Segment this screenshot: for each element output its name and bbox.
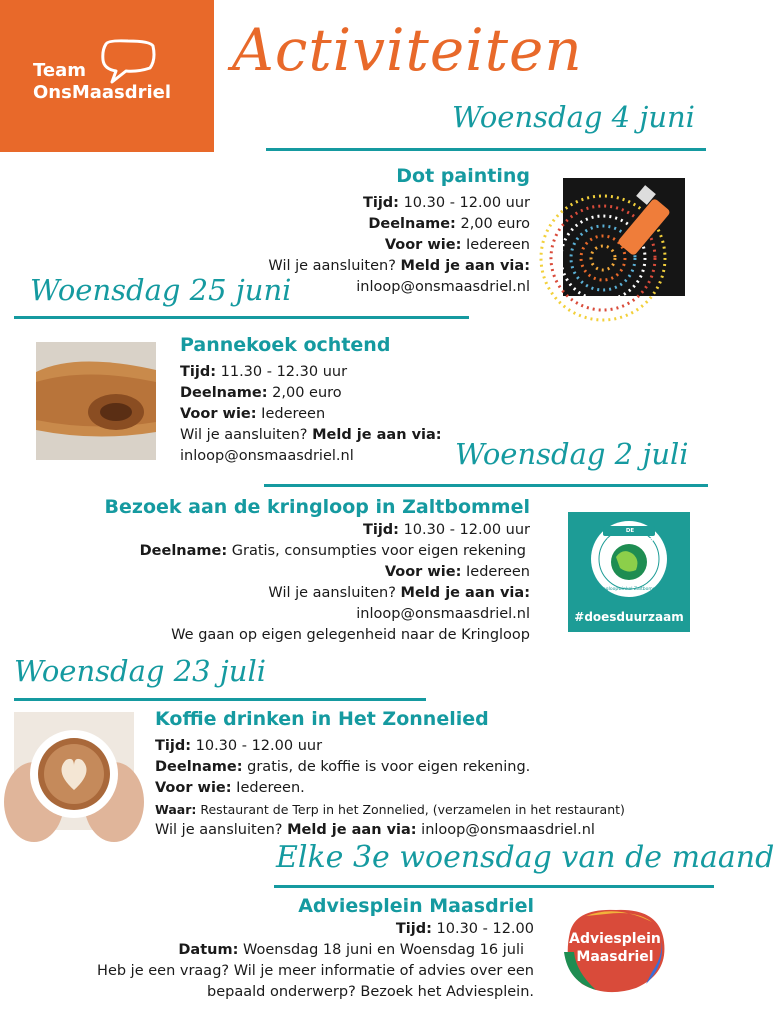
section-heading-woensdag-23-juli: Woensdag 23 juli [14,654,266,688]
tijd-value: 10.30 - 12.00 uur [398,522,530,538]
deelname-value: Gratis, consumpties voor eigen rekening [227,543,526,559]
tijd-label: Tijd: [395,921,432,937]
deelname-label: Deelname: [180,385,268,401]
voor-wie-label: Voor wie: [384,237,462,253]
activity-adviesplein [60,895,534,1003]
voor-wie-value: Iedereen [461,564,530,580]
page-title: Activiteiten [232,16,583,84]
voor-wie-value: Iedereen. [231,780,305,796]
deelname-value: 2,00 euro [267,385,342,401]
divider [274,885,714,888]
deelname-label: Deelname: [139,543,228,559]
activity-title: Adviesplein Maasdriel [298,895,534,917]
voor-wie-value: Iedereen [461,237,530,253]
join-bold: Meld je aan via: [312,427,442,443]
activity-title: Dot painting [396,165,530,187]
deelname-value: 2,00 euro [455,216,530,232]
join-text: Wil je aansluiten? [180,427,313,443]
tijd-label: Tijd: [362,195,399,211]
activity-title: Bezoek aan de kringloop in Zaltbommel [104,496,530,518]
tijd-label: Tijd: [362,522,399,538]
logo-line-2: OnsMaasdriel [33,82,172,103]
join-text: Wil je aansluiten? [268,585,401,601]
team-onsmaasdriel-logo [0,0,214,152]
voor-wie-label: Voor wie: [155,780,232,796]
logo-text [33,60,171,104]
join-text: Wil je aansluiten? [155,822,288,838]
join-bold: Meld je aan via: [400,585,530,601]
divider [14,316,469,319]
extra-note-1: Heb je een vraag? Wil je meer informatie of advies over een [97,963,534,979]
deelname-label: Deelname: [155,759,243,775]
join-bold: Meld je aan via: [400,258,530,274]
activity-title: Koffie drinken in Het Zonnelied [155,708,489,730]
waar-label: Waar: [155,802,197,817]
email-link[interactable]: inloop@onsmaasdriel.nl [180,448,354,464]
badge-top-text: DE SPULLEWAARD [606,528,654,544]
activity-kringloop-zaltbommel [60,496,530,646]
waar-value: Restaurant de Terp in het Zonnelied, (verzamelen in het restaurant) [196,802,625,817]
join-bold: Meld je aan via: [287,822,417,838]
voor-wie-label: Voor wie: [180,406,257,422]
datum-label: Datum: [178,942,239,958]
email-link[interactable]: inloop@onsmaasdriel.nl [356,279,530,295]
email-link[interactable]: inloop@onsmaasdriel.nl [416,822,595,838]
tijd-label: Tijd: [180,364,217,380]
coffee-photo [14,712,134,830]
tijd-value: 11.30 - 12.30 uur [216,364,348,380]
adviesplein-logo-line-2: Maasdriel [576,949,654,965]
hashtag-text: #doesduurzaam [574,610,684,624]
spullewaard-badge [568,512,690,632]
section-heading-woensdag-4-juni: Woensdag 4 juni [452,100,695,134]
section-heading-woensdag-25-juni: Woensdag 25 juni [30,273,292,307]
deelname-label: Deelname: [368,216,456,232]
section-heading-elke-3e-woensdag: Elke 3e woensdag van de maand [276,840,774,875]
divider [14,698,426,701]
adviesplein-logo-text [556,930,674,966]
email-link[interactable]: inloop@onsmaasdriel.nl [356,606,530,622]
badge-ring-text: Kringloopwinkel Zaltbommel [596,587,662,592]
tijd-value: 10.30 - 12.00 uur [398,195,530,211]
tijd-value: 10.30 - 12.00 [431,921,534,937]
join-text: Wil je aansluiten? [268,258,401,274]
activity-title: Pannekoek ochtend [180,334,391,356]
adviesplein-logo-line-1: Adviesplein [569,931,661,947]
tijd-value: 10.30 - 12.00 uur [191,738,323,754]
divider [266,148,706,151]
datum-value: Woensdag 18 juni en Woensdag 16 juli [238,942,524,958]
voor-wie-value: Iedereen [256,406,326,422]
activity-koffie-zonnelied [155,708,675,841]
deelname-value: gratis, de koffie is voor eigen rekening. [242,759,531,775]
voor-wie-label: Voor wie: [384,564,462,580]
extra-note-2: bepaald onderwerp? Bezoek het Adviesplein. [207,984,534,1000]
section-heading-woensdag-2-juli: Woensdag 2 juli [455,437,689,471]
tijd-label: Tijd: [155,738,192,754]
extra-note: We gaan op eigen gelegenheid naar de Kringloop [171,627,530,643]
activity-pannekoek-ochtend [180,334,480,467]
pancake-photo [36,342,156,460]
adviesplein-logo [556,902,674,998]
logo-line-1: Team [33,60,86,81]
divider [264,484,708,487]
dot-painting-photo [563,178,685,296]
